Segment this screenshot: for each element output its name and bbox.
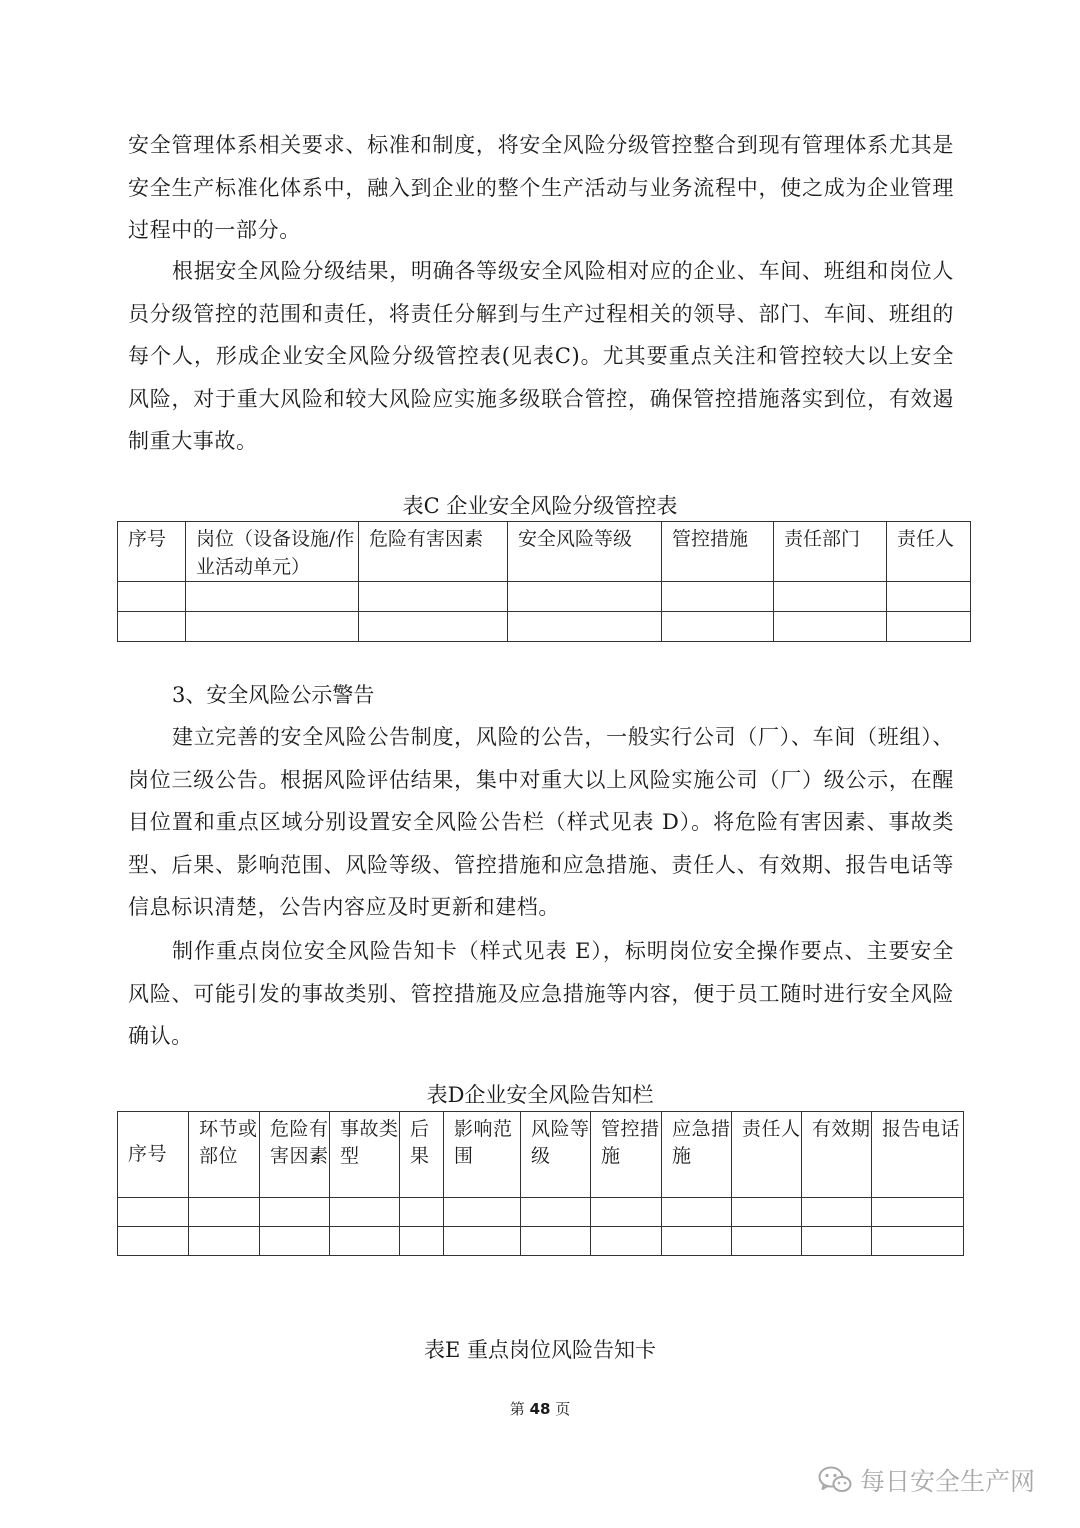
page-footer — [0, 1399, 1080, 1419]
table-cell — [330, 1227, 400, 1256]
paragraph-risk-card: 制作重点岗位安全风险告知卡（样式见表 E），标明岗位安全操作要点、主要安全风险、可能引发的事故类别、管控措施及应急措施等内容，便于员工随时进行安全风险确认。 — [128, 939, 954, 1048]
footer-suffix: 页 — [555, 1400, 571, 1418]
header-cell: 风险等级 — [521, 1112, 591, 1198]
paragraph-management-system: 安全管理体系相关要求、标准和制度，将安全风险分级管控整合到现有管理体系尤其是安全生产标准化体系中，融入到企业的整个生产活动与业务流程中，使之成为企业管理过程中的一部分。 — [128, 133, 954, 242]
header-cell: 应急措施 — [662, 1112, 732, 1198]
table-cell — [872, 1198, 964, 1227]
table-cell — [732, 1227, 802, 1256]
table-row — [118, 1198, 964, 1227]
table-cell — [508, 612, 662, 642]
table-cell — [118, 612, 186, 642]
table-row — [118, 582, 971, 612]
table-cell — [774, 612, 887, 642]
paragraph-risk-grading: 根据安全风险分级结果，明确各等级安全风险相对应的企业、车间、班组和岗位人员分级管控的范围和责任，将责任分解到与生产过程相关的领导、部门、车间、班组的每个人，形成企业安全风险分级管控表(见表C)。尤其要重点关注和管控较大以上安全风险，对于重大风险和较大风险应实施多级联合管控，确保管控措施落实到位，有效遏制重大事故。 — [128, 259, 954, 453]
header-cell: 责任人 — [887, 522, 971, 582]
table-e-caption: 表E 重点岗位风险告知卡 — [423, 1338, 656, 1362]
watermark-text: 每日安全生产网 — [860, 1467, 1036, 1496]
table-cell — [260, 1198, 330, 1227]
table-cell — [359, 612, 508, 642]
table-cell — [118, 582, 186, 612]
table-cell — [508, 582, 662, 612]
table-row — [118, 612, 971, 642]
table-cell — [118, 1227, 189, 1256]
section-heading: 3、安全风险公示警告 — [172, 683, 375, 707]
header-cell: 报告电话 — [872, 1112, 964, 1198]
header-cell: 安全风险等级 — [508, 522, 662, 582]
risk-notice-table — [117, 1111, 964, 1256]
header-cell: 管控措施 — [662, 522, 774, 582]
risk-control-table — [117, 521, 971, 642]
table-cell — [872, 1227, 964, 1256]
table-cell — [802, 1227, 872, 1256]
header-cell: 影响范围 — [444, 1112, 521, 1198]
watermark — [818, 1460, 1035, 1500]
table-d-caption: 表D企业安全风险告知栏 — [426, 1083, 654, 1107]
table-cell — [444, 1198, 521, 1227]
header-cell: 事故类型 — [330, 1112, 400, 1198]
table-cell — [591, 1198, 662, 1227]
table-header-row — [118, 1112, 964, 1198]
table-cell — [662, 1227, 732, 1256]
paragraph-risk-notice: 建立完善的安全风险公告制度，风险的公告，一般实行公司（厂）、车间（班组）、岗位三级公告。根据风险评估结果，集中对重大以上风险实施公司（厂）级公示，在醒目位置和重点区域分别设置安全风险公告栏（样式见表 D）。将危险有害因素、事故类型、后果、影响范围、风险等级、管控措施和应急措施、责任人、有效期、报告电话等信息标识清楚，公告内容应及时更新和建档。 — [128, 725, 954, 919]
table-row — [118, 1227, 964, 1256]
table-cell — [400, 1198, 444, 1227]
header-cell: 责任部门 — [774, 522, 887, 582]
table-cell — [887, 612, 971, 642]
table-cell — [521, 1198, 591, 1227]
header-cell: 管控措施 — [591, 1112, 662, 1198]
header-cell: 序号 — [118, 1112, 189, 1198]
table-cell — [330, 1198, 400, 1227]
table-c-caption: 表C 企业安全风险分级管控表 — [402, 494, 678, 518]
table-cell — [186, 582, 359, 612]
header-cell: 责任人 — [732, 1112, 802, 1198]
table-cell — [591, 1227, 662, 1256]
table-cell — [521, 1227, 591, 1256]
header-cell: 序号 — [118, 522, 186, 582]
table-cell — [186, 612, 359, 642]
header-cell: 危险有害因素 — [359, 522, 508, 582]
table-cell — [802, 1198, 872, 1227]
table-cell — [359, 582, 508, 612]
footer-prefix: 第 — [509, 1400, 525, 1418]
table-cell — [189, 1198, 260, 1227]
table-cell — [774, 582, 887, 612]
wechat-icon — [818, 1465, 852, 1495]
table-cell — [732, 1198, 802, 1227]
table-cell — [189, 1227, 260, 1256]
page-number: 48 — [529, 1400, 551, 1418]
table-cell — [400, 1227, 444, 1256]
header-cell: 有效期 — [802, 1112, 872, 1198]
header-cell: 后果 — [400, 1112, 444, 1198]
table-cell — [662, 612, 774, 642]
table-header-row — [118, 522, 971, 582]
table-cell — [887, 582, 971, 612]
table-cell — [662, 1198, 732, 1227]
table-cell — [260, 1227, 330, 1256]
table-cell — [444, 1227, 521, 1256]
header-cell: 岗位（设备设施/作业活动单元） — [186, 522, 359, 582]
header-cell: 环节或部位 — [189, 1112, 260, 1198]
table-cell — [662, 582, 774, 612]
header-cell: 危险有害因素 — [260, 1112, 330, 1198]
table-cell — [118, 1198, 189, 1227]
